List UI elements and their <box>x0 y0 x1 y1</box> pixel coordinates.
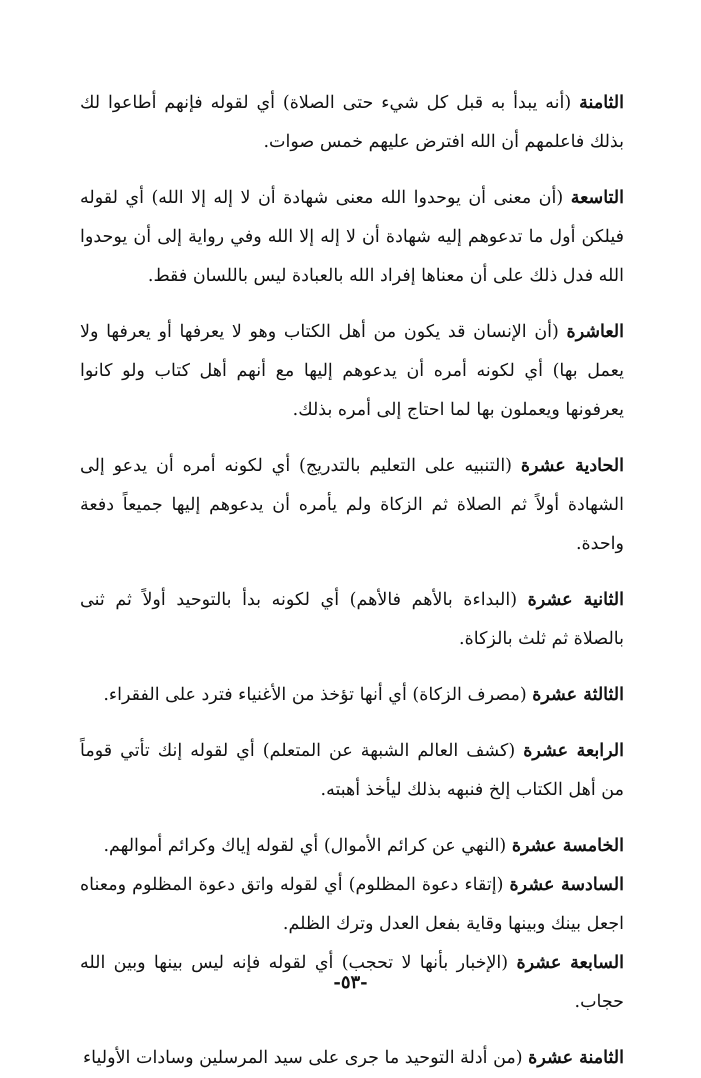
point-body: (النهي عن كرائم الأموال) أي لقوله إياك وكرائم أموالهم. <box>103 836 512 856</box>
body-text <box>80 84 624 1078</box>
point-14 <box>80 732 624 810</box>
point-body: (أن الإنسان قد يكون من أهل الكتاب وهو لا يعرفها أو يعرفها ولا يعمل بها) أي لكونه أمره أن يدعوهم إليها مع أنهم أهل كتاب ولو كانوا يعرفونها ويعملون بها لما احتاج إلى أمره بذلك. <box>80 322 624 420</box>
point-body: (الإخبار بأنها لا تحجب) أي لقوله فإنه ليس بينها وبين الله حجاب. <box>80 953 624 1012</box>
point-9 <box>80 179 624 296</box>
point-8 <box>80 84 624 162</box>
point-heading: الحادية عشرة <box>520 456 624 476</box>
point-heading: الثالثة عشرة <box>532 685 624 705</box>
point-body: (إتقاء دعوة المظلوم) أي لقوله واتق دعوة المظلوم ومعناه اجعل بينك وبينها وقاية بفعل العدل وترك الظلم. <box>80 875 624 934</box>
point-15 <box>80 827 624 866</box>
point-body: (من أدلة التوحيد ما جرى على سيد المرسلين وسادات الأولياء <box>82 1048 529 1068</box>
point-body: (أن معنى أن يوحدوا الله معنى شهادة أن لا إله إلا الله) أي لقوله فيلكن أول ما تدعوهم إليه شهادة أن لا إله إلا الله وفي رواية إلى أن يوحدوا الله فدل ذلك على أن معناها إفراد الله بالعبادة ليس باللسان فقط. <box>80 188 624 286</box>
point-16 <box>80 866 624 944</box>
point-10 <box>80 313 624 430</box>
point-heading: العاشرة <box>566 322 624 342</box>
point-18 <box>80 1039 624 1078</box>
point-heading: الخامسة عشرة <box>511 836 624 856</box>
point-heading: الرابعة عشرة <box>523 741 625 761</box>
point-body: (أنه يبدأ به قبل كل شيء حتى الصلاة) أي لقوله فإنهم أطاعوا لك بذلك فاعلمهم أن الله افترض عليهم خمس صوات. <box>80 93 624 152</box>
point-heading: السادسة عشرة <box>509 875 624 895</box>
point-body: (البداءة بالأهم فالأهم) أي لكونه بدأ بالتوحيد أولاً ثم ثنى بالصلاة ثم ثلث بالزكاة. <box>80 590 624 649</box>
point-body: (مصرف الزكاة) أي أنها تؤخذ من الأغنياء فترد على الفقراء. <box>103 685 533 705</box>
point-heading: الثامنة <box>579 93 624 113</box>
point-heading: السابعة عشرة <box>516 953 624 973</box>
point-body: (كشف العالم الشبهة عن المتعلم) أي لقوله إنك تأتي قوماً من أهل الكتاب إلخ فنبهه بذلك ليأخذ أهبته. <box>80 741 624 800</box>
page-number: -٥٣- <box>333 972 368 993</box>
point-12 <box>80 581 624 659</box>
point-13 <box>80 676 624 715</box>
point-body: (التنبيه على التعليم بالتدريج) أي لكونه أمره أن يدعو إلى الشهادة أولاً ثم الصلاة ثم الزكاة ولم يأمره أن يدعوهم إليها جميعاً دفعة واحدة. <box>80 456 624 554</box>
point-heading: التاسعة <box>570 188 624 208</box>
point-11 <box>80 447 624 564</box>
point-heading: الثامنة عشرة <box>528 1048 624 1068</box>
point-heading: الثانية عشرة <box>527 590 624 610</box>
